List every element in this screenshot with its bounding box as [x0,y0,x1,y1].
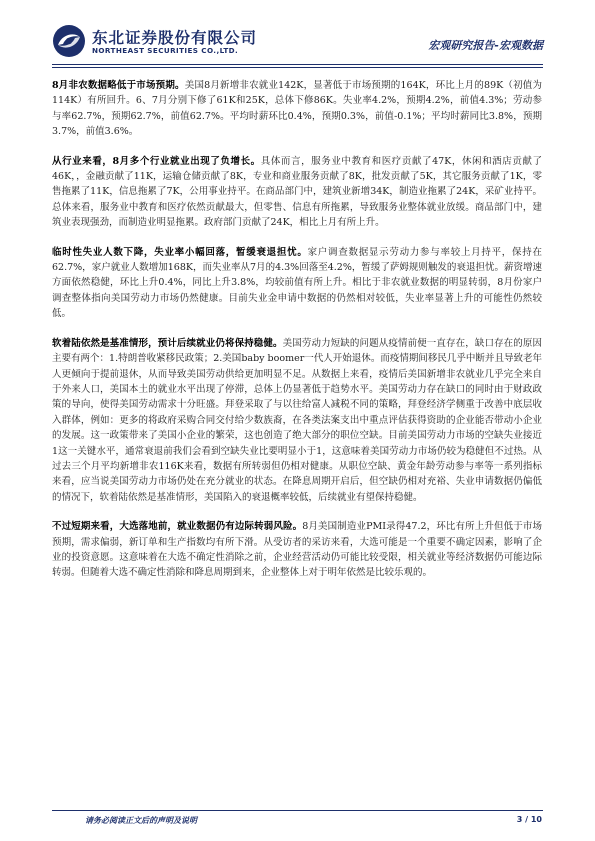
paragraph-text: 家户调查数据显示劳动力参与率较上月持平，保持在62.7%，家户就业人数增加168K，而失业率从7月的4.3%回落至4.2%，暂缓了萨姆规则触发的衰退担忧。薪资增速方面依然稳健，环比上升0.4%，同比上升3.8%，均较前值有所上升。相比于非农就业数据的明显转弱，8月份家户调查整体指向美国劳动力市场仍然健康。目前失业金申请中数据的仍然相对较低，失业率显著上升的可能性仍然较低。 [52,246,542,320]
footer-disclaimer: 请务必阅读正文后的声明及说明 [85,816,197,825]
footer-rule [52,810,543,811]
header-rule-thin [52,67,543,68]
paragraph-lead: 临时性失业人数下降，失业率小幅回落，暂缓衰退担忧。 [52,246,308,258]
paragraph-nfp-summary [52,78,542,140]
paragraph-text: 8月美国制造业PMI录得47.2，环比有所上升但低于市场预期，需求偏弱，新订单和生产指数均有所下滑。从受访者的采访来看，大选可能是一个重要不确定因素，影响了企业的投资意愿。这意味着在大选不确定性消除之前，企业经营活动仍可能比较受限，相关就业等经济数据仍可能边际转弱。但随着大选不确定性消除和降息周期到来，企业整体上对于明年依然是比较乐观的。 [52,521,542,579]
company-name-en: NORTHEAST SECURITIES CO.,LTD. [92,46,239,55]
report-body [52,78,542,595]
page-number: 3 / 10 [516,815,542,824]
paragraph-lead: 软着陆依然是基准情形，预计后续就业仍将保持稳健。 [52,337,283,349]
northeast-securities-logo-icon [52,24,86,58]
paragraph-unemployment [52,245,542,322]
report-type: 宏观研究报告-宏观数据 [428,39,543,52]
paragraph-lead: 从行业来看，8月多个行业就业出现了负增长。 [52,155,261,167]
paragraph-text: 美国劳动力短缺的问题从疫情前便一直存在，缺口存在的原因主要有两个：1.特朗普收紧移民政策；2.美国baby boomer一代人开始退休。而疫情期间移民几乎中断并且导致老年人更倾向于提前退休，从而导致美国劳动供给更加明显不足。从数据上来看，疫情后美国新增非农就业几乎完全来自于外来人口，美国本土的就业水平出现了停滞，总体上仍显著低于趋势水平。美国劳动力存在缺口的同时由于财政政策的导向，使得美国劳动需求十分旺盛。拜登采取了与以往给富人减税不同的策略，拜登经济学侧重于改善中底层收入群体，例如：更多的将政府采购合同交付给少数族裔，在各类法案支出中重点评估获得资助的企业能否带动小企业的发展。这一政策带来了美国小企业的繁荣，这也创造了绝大部分的职位空缺。目前美国劳动力市场的空缺失业接近1这一关键水平，通常衰退前我们会看到空缺失业比要明显小于1，这意味着美国劳动力市场仍较为稳健但不过热。从过去三个月平均新增非农116K来看，数据有所转弱但仍相对健康。从职位空缺、黄金年龄劳动参与率等一系列指标来看，应当说美国劳动力市场仍处在充分就业的状态。在降息周期开启后，但空缺仍相对充裕、失业申请数据仍偏低的情况下，软着陆依然是基准情形，美国陷入的衰退概率较低，后续就业有望保持稳健。 [52,337,542,503]
paragraph-industry [52,154,542,231]
paragraph-text: 具体而言，服务业中教育和医疗贡献了47K，休闲和酒店贡献了46K，，金融贡献了11K，运输仓储贡献了8K，专业和商业服务贡献了8K，批发贡献了5K，其它服务贡献了1K，零售拖累了11K，信息拖累了7K，公用事业持平。在商品部门中，建筑业新增34K，制造业拖累了24K，采矿业持平。总体来看，服务业中教育和医疗依然贡献最大，但零售、信息有所拖累，导致服务业整体就业放缓。商品部门中，建筑业表现强劲，而制造业明显拖累。政府部门贡献了24K，相比上月有所上升。 [52,155,542,229]
page-header [52,24,543,62]
paragraph-text: 美国8月新增非农就业142K，显著低于市场预期的164K，环比上月的89K（初值为114K）有所回升。6、7月分别下修了61K和25K，总体下修86K。失业率4.2%，预期4.2%，前值4.3%；劳动参与率62.7%，预期62.7%，前值62.7%。平均时薪环比0.4%，预期0.3%，前值-0.1%；平均时薪同比3.8%，预期3.7%，前值3.6%。 [52,80,542,138]
paragraph-lead: 不过短期来看，大选落地前，就业数据仍有边际转弱风险。 [52,521,303,533]
paragraph-soft-landing [52,336,542,505]
paragraph-short-term-risk [52,519,542,581]
paragraph-lead: 8月非农数据略低于市场预期。 [52,80,185,91]
company-name-cn: 东北证券股份有限公司 [92,29,258,47]
header-rule [52,64,543,65]
